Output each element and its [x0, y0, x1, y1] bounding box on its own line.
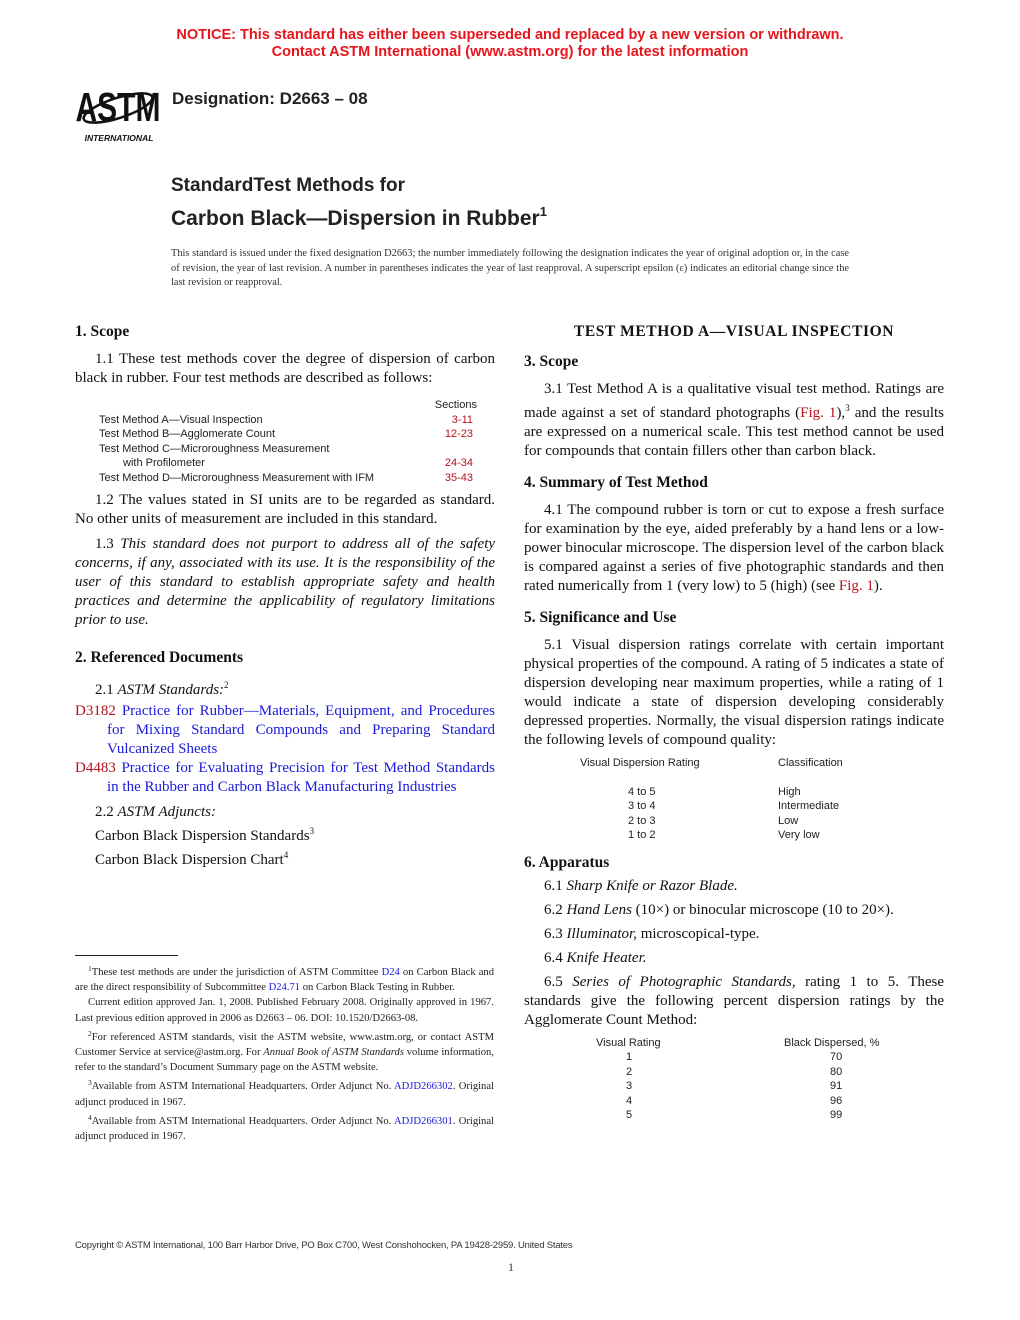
footnote-2-mark[interactable]: 2: [224, 680, 229, 690]
para-1-1: 1.1 These test methods cover the degree of dispersion of carbon black in rubber. Four test methods are described as follows:: [75, 351, 495, 386]
apparatus-item: 6.2 Hand Lens (10×) or binocular microscope (10 to 20×).: [544, 901, 894, 918]
methods-table: [99, 398, 477, 485]
subcommittee-d2471-link[interactable]: D24.71: [268, 982, 301, 994]
fig-1-link[interactable]: Fig. 1: [800, 405, 837, 421]
dispersion-table-row: 2 80: [626, 1065, 843, 1078]
quality-table-header: Visual Dispersion Rating Classification: [580, 757, 843, 769]
para-1-3: 1.3 This standard does not purport to address all of the safety concerns, if any, associated with its use. It is the responsibility of the user of this standard to establish appropriate safety and health practices and determine the applicability of regulatory limitations prior to use.: [75, 536, 496, 628]
withdrawn-notice: [0, 27, 1020, 60]
adjunct-item: Carbon Black Dispersion Standards$^3$: [95, 826, 315, 844]
notice-line-2: Contact ASTM International (www.astm.org) for the latest information: [271, 43, 749, 60]
title-line-1: StandardTest Methods for: [171, 175, 405, 196]
adjunct-item: Carbon Black Dispersion Chart$^4$: [95, 850, 289, 868]
committee-d24-link[interactable]: D24: [381, 967, 400, 978]
footnote-4: $^4$Available from ASTM International Headquarters. Order Adjunct No. ADJD266301. Original adjunct produced in 1967.: [75, 1112, 494, 1143]
page-number: 1: [508, 1260, 514, 1274]
footnote-3: $^3$Available from ASTM International Headquarters. Order Adjunct No. ADJD266302. Original adjunct produced in 1967.: [75, 1078, 494, 1108]
dispersion-table-row: 4 96: [626, 1094, 843, 1107]
para-3-1: 3.1 Test Method A is a qualitative visual test method. Ratings are made against a set of standard photographs (Fig. 1),$^3$ and the results are expressed on a numerical scale. This test method cannot be used for compounds that contain fillers other than carbon black.: [524, 381, 944, 459]
copyright-line: Copyright © ASTM International, 100 Barr Harbor Drive, PO Box C700, West Conshohocken, PA 19428-2959. United States: [75, 1240, 573, 1251]
quality-table-row: 4 to 5 High: [628, 785, 801, 798]
para-1-2: 1.2 The values stated in SI units are to be regarded as standard. No other units of measurement are included in this standard.: [75, 492, 495, 527]
para-6-5: 6.5 Series of Photographic Standards, rating 1 to 5. These standards give the following percent dispersion ratings by the Agglomerate Count Method:: [524, 973, 945, 1028]
svg-text:INTERNATIONAL: INTERNATIONAL: [84, 133, 154, 143]
dispersion-table-row: 3 91: [626, 1080, 843, 1092]
method-sections-link[interactable]: 24-34: [444, 457, 473, 469]
footnote-3-mark[interactable]: 3: [845, 403, 850, 413]
ref-title-link[interactable]: Practice for Evaluating Precision for Test Method Standards in the Rubber and Carbon Black Manufacturing Industries: [107, 760, 495, 795]
quality-table: [524, 756, 944, 843]
footnote-1: $^1$These test methods are under the jurisdiction of ASTM Committee D24 on Carbon Black and are the direct responsibility of Subcommittee D24.71 on Carbon Black Testing in Rubber.: [75, 964, 495, 994]
footnote-3-mark[interactable]: 3: [309, 826, 315, 836]
method-row: Test Method A—Visual Inspection 3-11: [99, 413, 477, 428]
svg-text:ASTM: ASTM: [76, 84, 161, 131]
method-sections-link[interactable]: 12-23: [444, 428, 473, 440]
title-line-2: Carbon Black—Dispersion in Rubber$^1$: [171, 204, 547, 230]
edition-note: Current edition approved Jan. 1, 2008. Published February 2008. Originally approved in 1967. Last previous edition approved in 2006 as D2663 – 06. DOI: 10.1520/D2663-08.: [75, 997, 494, 1024]
ref-code-link[interactable]: D4483: [75, 760, 116, 776]
method-sections-link[interactable]: 35-43: [444, 471, 473, 484]
reference-d3182: [75, 702, 495, 759]
title-footnote-mark[interactable]: 1: [539, 204, 547, 219]
section-6-heading: 6. Apparatus: [524, 853, 610, 871]
section-2-heading: 2. Referenced Documents: [75, 649, 244, 666]
quality-table-row: 2 to 3 Low: [628, 814, 799, 827]
dispersion-table-header: Visual Rating Black Dispersed, %: [596, 1036, 880, 1049]
issued-note: This standard is issued under the fixed designation D2663; the number immediately following the designation indicates the year of original adoption or, in the case of revision, the year of last revision. A number in parentheses indicates the year of last reapproval. A superscript epsilon (ε) indicates an editorial change since the last revision or reapproval.: [171, 248, 849, 288]
left-column: [75, 322, 495, 870]
section-5-heading: 5. Significance and Use: [524, 609, 677, 626]
footnote-4-mark[interactable]: 4: [283, 850, 289, 860]
section-1-heading: 1. Scope: [75, 323, 130, 340]
method-row: Test Method C—Microroughness Measurement: [99, 442, 330, 455]
document-title: [171, 174, 547, 233]
astm-logo: [76, 78, 162, 144]
notice-line-1: NOTICE: This standard has either been superseded and replaced by a new version or withdrawn.: [176, 27, 844, 43]
para-2-1: 2.1 ASTM Standards:$^2$: [95, 680, 229, 698]
designation: Designation: D2663 – 08: [172, 89, 368, 108]
para-4-1: 4.1 The compound rubber is torn or cut to expose a fresh surface for examination by the eye, aided preferably by a hand lens or a low-power binocular microscope. The dispersion level of the carbon black is compared against a series of five photographic standards and then rated numerically from 1 (very low) to 5 (high) (see Fig. 1).: [524, 502, 944, 594]
adjunct-adjd266302-link[interactable]: ADJD266302: [393, 1081, 453, 1093]
dispersion-table-row: 5 99: [626, 1109, 843, 1121]
footnote-2: $^2$For referenced ASTM standards, visit the ASTM website, www.astm.org, or contact ASTM Customer Service at service@astm.org. For Annual Book of ASTM Standards volume information, refer to the standard’s Document Summary page on the ASTM website.: [75, 1028, 494, 1074]
apparatus-item: 6.1 Sharp Knife or Razor Blade.: [544, 877, 738, 894]
dispersion-table-row: 1 70: [626, 1051, 843, 1063]
method-a-heading: TEST METHOD A—VISUAL INSPECTION: [573, 323, 895, 340]
method-row: with Profilometer 24-34: [99, 456, 477, 471]
apparatus-item: 6.3 Illuminator, microscopical-type.: [544, 925, 760, 942]
right-column: [524, 322, 944, 1123]
ref-code-link[interactable]: D3182: [75, 703, 116, 719]
method-sections-link[interactable]: 3-11: [451, 413, 473, 426]
ref-title-link[interactable]: Practice for Rubber—Materials, Equipment, and Procedures for Mixing Standard Compounds and Preparing Standard Vulcanized Sheets: [107, 703, 495, 757]
dispersion-table: [524, 1036, 944, 1123]
adjunct-adjd266301-link[interactable]: ADJD266301: [393, 1115, 453, 1127]
footnote-divider: [75, 955, 178, 956]
footnotes: [75, 961, 494, 1144]
apparatus-item: 6.4 Knife Heater.: [544, 949, 647, 966]
para-2-2: 2.2 ASTM Adjuncts:: [95, 804, 216, 820]
astm-logo-icon: [76, 78, 162, 144]
methods-header: Sections: [434, 399, 477, 411]
reference-d4483: [75, 759, 495, 797]
para-5-1: 5.1 Visual dispersion ratings correlate with certain important physical properties of the compound. A rating of 5 indicates a state of dispersion developing near maximum properties, while a rating of 1 would indicate a state of dispersion developing considerably depressed properties. Normally, the visual dispersion ratings indicate the following levels of compound quality:: [524, 637, 944, 748]
method-row: Test Method D—Microroughness Measurement with IFM 35-43: [99, 471, 477, 486]
method-row: Test Method B—Agglomerate Count 12-23: [99, 427, 477, 442]
quality-table-row: 1 to 2 Very low: [628, 829, 820, 841]
fig-1-link[interactable]: Fig. 1: [838, 578, 874, 594]
quality-table-row: 3 to 4 Intermediate: [628, 800, 840, 812]
section-4-heading: 4. Summary of Test Method: [524, 474, 708, 491]
section-3-heading: 3. Scope: [524, 353, 579, 370]
